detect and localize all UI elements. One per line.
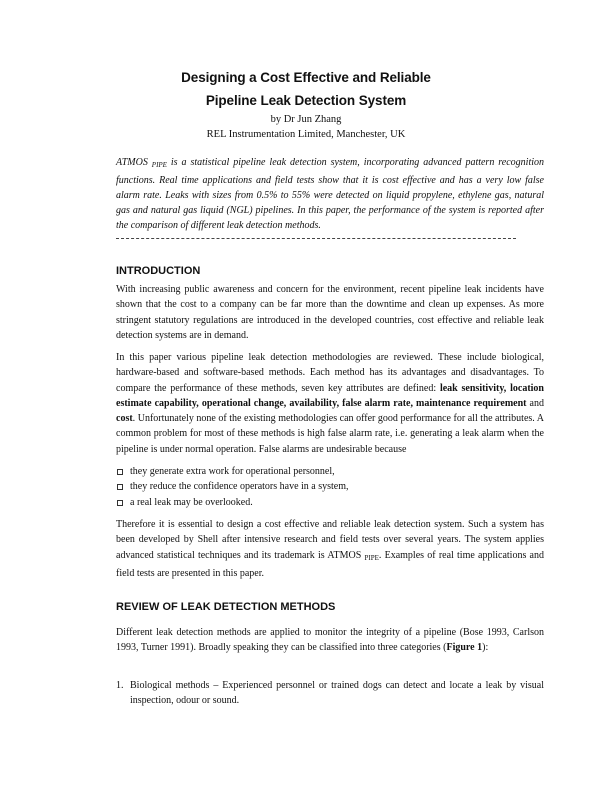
- bullet-square-icon: [117, 500, 123, 506]
- abstract: [116, 155, 544, 233]
- paper-title-line-1: Designing a Cost Effective and Reliable: [181, 70, 431, 85]
- affiliation-line: REL Instrumentation Limited, Manchester, UK: [206, 129, 406, 140]
- p3-text-a: Therefore it is essential to design a cost effective and reliable leak detection system. Such a system has been developed by Shell after intensive research and field tests over several years. The system applies advanced statistical techniques and its trademark is ATMOS: [116, 519, 544, 561]
- p2-cost-bold: cost: [116, 413, 133, 425]
- figure-1-reference: Figure 1: [446, 642, 483, 654]
- list-item-text: they generate extra work for operational personnel,: [130, 466, 335, 477]
- p3-pipe-subscript: PIPE: [364, 553, 379, 562]
- paper-title-line-2: Pipeline Leak Detection System: [205, 93, 407, 108]
- item-number: 1.: [116, 680, 124, 691]
- numbered-item-1: [116, 678, 544, 709]
- review-p1-text-a: Different leak detection methods are applied to monitor the integrity of a pipeline (Bose 1993, Carlson 1993, Turner 1991). Broadly speaking they can be classified into three categories (: [116, 627, 544, 654]
- review-paragraph-1: [116, 625, 544, 656]
- intro-paragraph-1: With increasing public awareness and concern for the environment, recent pipeline leak incidents have shown that the cost to a company can be far more than the downtime and clean up expenses. As more stringent statutory regulations are introduced in the developed countries, cost effective and reliable leak detection systems are in demand.: [116, 284, 544, 341]
- intro-paragraph-2: [116, 350, 544, 457]
- list-item: [116, 479, 544, 494]
- bullet-square-icon: [117, 469, 123, 475]
- abstract-text: is a statistical pipeline leak detection system, incorporating advanced pattern recognition functions. Real time applications and field tests show that it is cost effective and has a very low false alarm rate. Leaks with sizes from 0.5% to 55% were detected on liquid propylene, ethylene gas, natural gas and natural gas liquid (NGL) pipelines. In this paper, the performance of the system is reported after the comparison of different leak detection methods.: [116, 157, 544, 231]
- intro-paragraph-3: [116, 517, 544, 581]
- item-text: Biological methods – Experienced personnel or trained dogs can detect and locate a leak by visual inspection, odour or sound.: [130, 680, 544, 707]
- p2-text-b: . Unfortunately none of the existing methodologies can offer good performance for all the attributes. A common problem for most of these methods is high false alarm rate, i.e. generating a leak alarm when the pipeline is under normal operation. False alarms are undesirable because: [116, 413, 544, 455]
- false-alarm-reasons-list: [116, 464, 544, 510]
- abstract-atmos: ATMOS: [116, 157, 152, 168]
- list-item: [116, 464, 544, 479]
- p2-attributes-bold: leak sensitivity, location estimate capability, operational change, availability, false alarm rate, maintenance requirement: [116, 382, 544, 409]
- p2-and: and: [526, 397, 544, 409]
- p3-text-b: . Examples of real time applications and field tests are presented in this paper.: [116, 549, 544, 579]
- author-line: by Dr Jun Zhang: [270, 114, 342, 125]
- review-heading: REVIEW OF LEAK DETECTION METHODS: [116, 601, 336, 613]
- list-item-text: a real leak may be overlooked.: [130, 496, 253, 508]
- list-item: [116, 495, 544, 510]
- abstract-pipe-subscript: PIPE: [151, 161, 167, 169]
- introduction-heading: INTRODUCTION: [116, 265, 201, 277]
- p2-text-a: In this paper various pipeline leak detection methodologies are reviewed. These include biological, hardware-based and software-based methods. Each method has its advantages and disadvantages. To compare the performance of these methods, seven key attributes are defined:: [116, 352, 544, 394]
- list-item-text: they reduce the confidence operators have in a system,: [130, 481, 349, 493]
- review-p1-text-b: ):: [482, 642, 489, 654]
- section-divider: [116, 238, 516, 239]
- bullet-square-icon: [117, 484, 123, 490]
